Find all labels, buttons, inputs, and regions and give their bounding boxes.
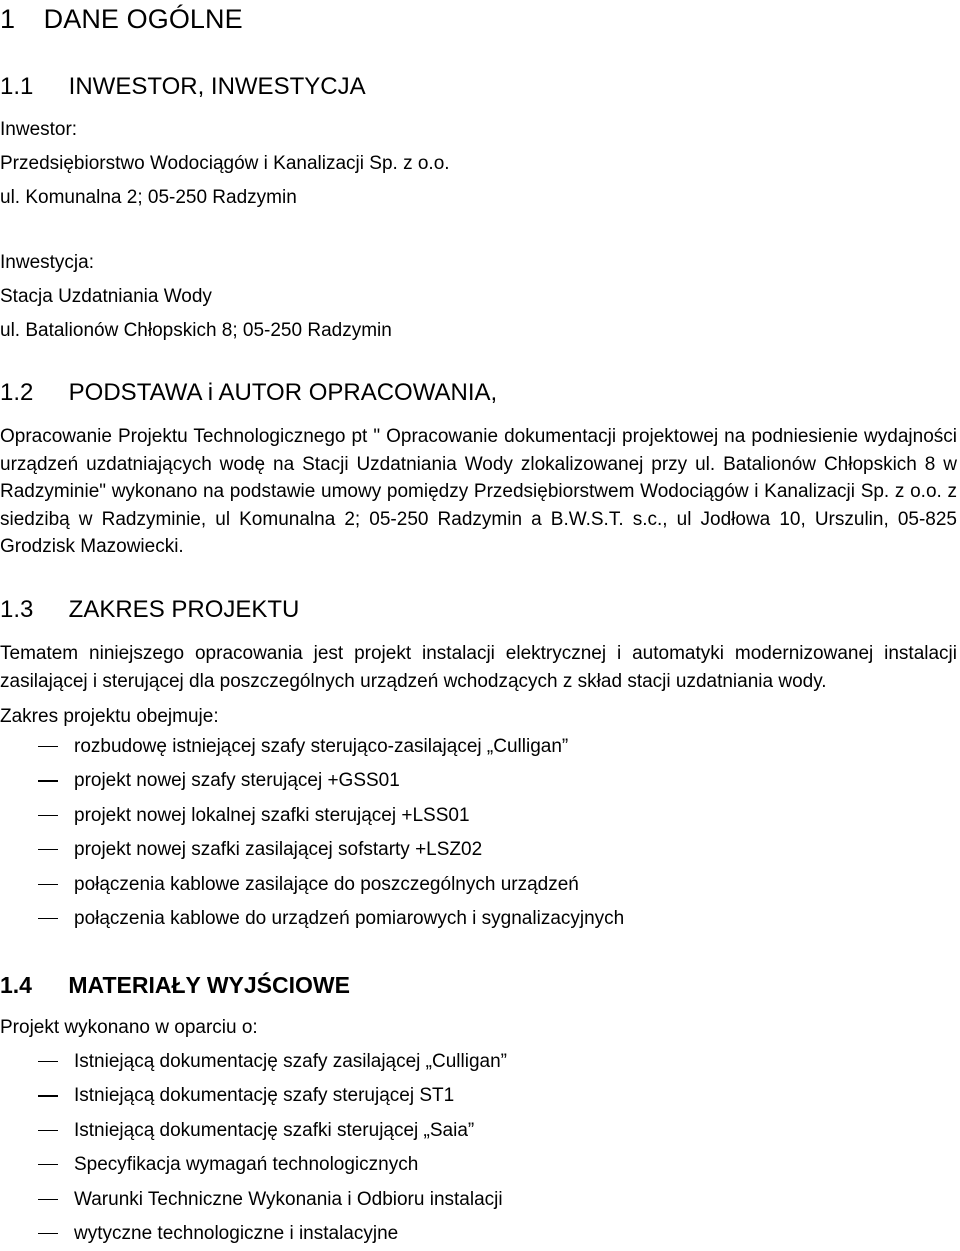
- section-heading-1-3: [0, 593, 299, 627]
- list-item: [0, 1045, 900, 1079]
- list-item: [0, 764, 900, 798]
- investment-address: ul. Batalionów Chłopskich 8; 05-250 Radzymin: [0, 320, 392, 341]
- investment-block: [0, 246, 957, 348]
- basis-text: Opracowanie Projektu Technologicznego pt " Opracowanie dokumentacji projektowej na podniesienie wydajności urządzeń uzdatniających wodę na Stacji Uzdatniania Wody zlokalizowanej przy ul. Batalionów Chłopskich 8 w Radzyminie" wykonano na podstawie umowy pomiędzy Przedsiębiorstwem Wodociągów i Kanalizacji Sp. z o.o. z siedzibą w Radzyminie, ul Komunalna 2; 05-250 Radzymin a B.W.S.T. s.c., ul Jodłowa 10, Urszulin, 05-825 Grodzisk Mazowiecki.: [0, 426, 957, 557]
- list-item-text: projekt nowej szafy sterującej +GSS01: [74, 770, 400, 792]
- list-item: [0, 799, 900, 833]
- scope-text: Tematem niniejszego opracowania jest projekt instalacji elektrycznej i automatyki modernizowanej instalacji zasilającej i sterującej dla poszczególnych urządzeń wchodzących z skład stacji uzdatniania wody.: [0, 643, 957, 692]
- section-number: 1.3: [0, 596, 34, 623]
- list-item: [0, 902, 900, 936]
- section-number: 1.4: [0, 972, 32, 998]
- dash-bullet-icon: [38, 884, 58, 885]
- list-item-text: rozbudowę istniejącej szafy sterująco-zasilającej „Culligan”: [74, 736, 569, 757]
- section-heading-1-1: [0, 70, 366, 104]
- section-number: 1.2: [0, 379, 34, 406]
- section-title: ZAKRES PROJEKTU: [68, 596, 300, 623]
- dash-bullet-icon: [38, 1199, 58, 1200]
- investor-label: Inwestor:: [0, 119, 78, 140]
- list-item-text: Istniejącą dokumentację szafki sterującej „Saia”: [74, 1119, 475, 1141]
- list-item-text: Specyfikacja wymagań technologicznych: [74, 1154, 419, 1176]
- scope-list: [0, 730, 900, 936]
- investment-label: Inwestycja:: [0, 252, 94, 273]
- list-item-text: projekt nowej lokalnej szafki sterującej +LSS01: [74, 804, 470, 826]
- list-item: [0, 1148, 900, 1182]
- section-title: PODSTAWA i AUTOR OPRACOWANIA,: [68, 379, 498, 406]
- materials-intro-text: Projekt wykonano w oparciu o:: [0, 1017, 258, 1038]
- dash-bullet-icon: [38, 1233, 58, 1234]
- list-item-text: wytyczne technologiczne i instalacyjne: [74, 1222, 399, 1244]
- list-item: [0, 730, 900, 764]
- chapter-title: DANE OGÓLNE: [43, 4, 243, 34]
- section-heading-1-2: [0, 376, 497, 410]
- dash-bullet-icon: [38, 746, 58, 747]
- dash-bullet-icon: [38, 918, 58, 919]
- list-item: [0, 1183, 900, 1217]
- dash-bullet-icon: [38, 1095, 58, 1096]
- investment-name: Stacja Uzdatniania Wody: [0, 286, 212, 307]
- list-item: [0, 868, 900, 902]
- dash-bullet-icon: [38, 1130, 58, 1131]
- section-title: INWESTOR, INWESTYCJA: [68, 73, 366, 100]
- materials-list: [0, 1045, 900, 1251]
- list-item-text: Warunki Techniczne Wykonania i Odbioru instalacji: [74, 1188, 503, 1210]
- chapter-number: 1: [0, 4, 16, 34]
- section-number: 1.1: [0, 73, 34, 100]
- section-heading-1-4: [0, 969, 350, 1002]
- list-item-text: projekt nowej szafki zasilającej sofstarty +LSZ02: [74, 839, 483, 861]
- list-item: [0, 1079, 900, 1113]
- dash-bullet-icon: [38, 780, 58, 781]
- chapter-heading: [0, 0, 243, 38]
- scope-intro-text: Zakres projektu obejmuje:: [0, 706, 219, 727]
- list-item-text: Istniejącą dokumentację szafy sterującej ST1: [74, 1085, 455, 1107]
- investor-address: ul. Komunalna 2; 05-250 Radzymin: [0, 187, 297, 208]
- dash-bullet-icon: [38, 849, 58, 850]
- investor-block: [0, 113, 957, 215]
- scope-paragraph: [0, 640, 957, 695]
- basis-paragraph: [0, 423, 957, 561]
- list-item-text: Istniejącą dokumentację szafy zasilającej „Culligan”: [74, 1051, 507, 1072]
- dash-bullet-icon: [38, 1061, 58, 1062]
- section-title: MATERIAŁY WYJŚCIOWE: [68, 972, 350, 998]
- dash-bullet-icon: [38, 815, 58, 816]
- list-item: [0, 1217, 900, 1251]
- materials-intro: [0, 1014, 957, 1041]
- dash-bullet-icon: [38, 1164, 58, 1165]
- scope-intro: [0, 703, 957, 730]
- list-item-text: połączenia kablowe do urządzeń pomiarowych i sygnalizacyjnych: [74, 907, 625, 929]
- list-item-text: połączenia kablowe zasilające do poszczególnych urządzeń: [74, 873, 579, 895]
- list-item: [0, 833, 900, 867]
- investor-name: Przedsiębiorstwo Wodociągów i Kanalizacji Sp. z o.o.: [0, 153, 450, 174]
- list-item: [0, 1114, 900, 1148]
